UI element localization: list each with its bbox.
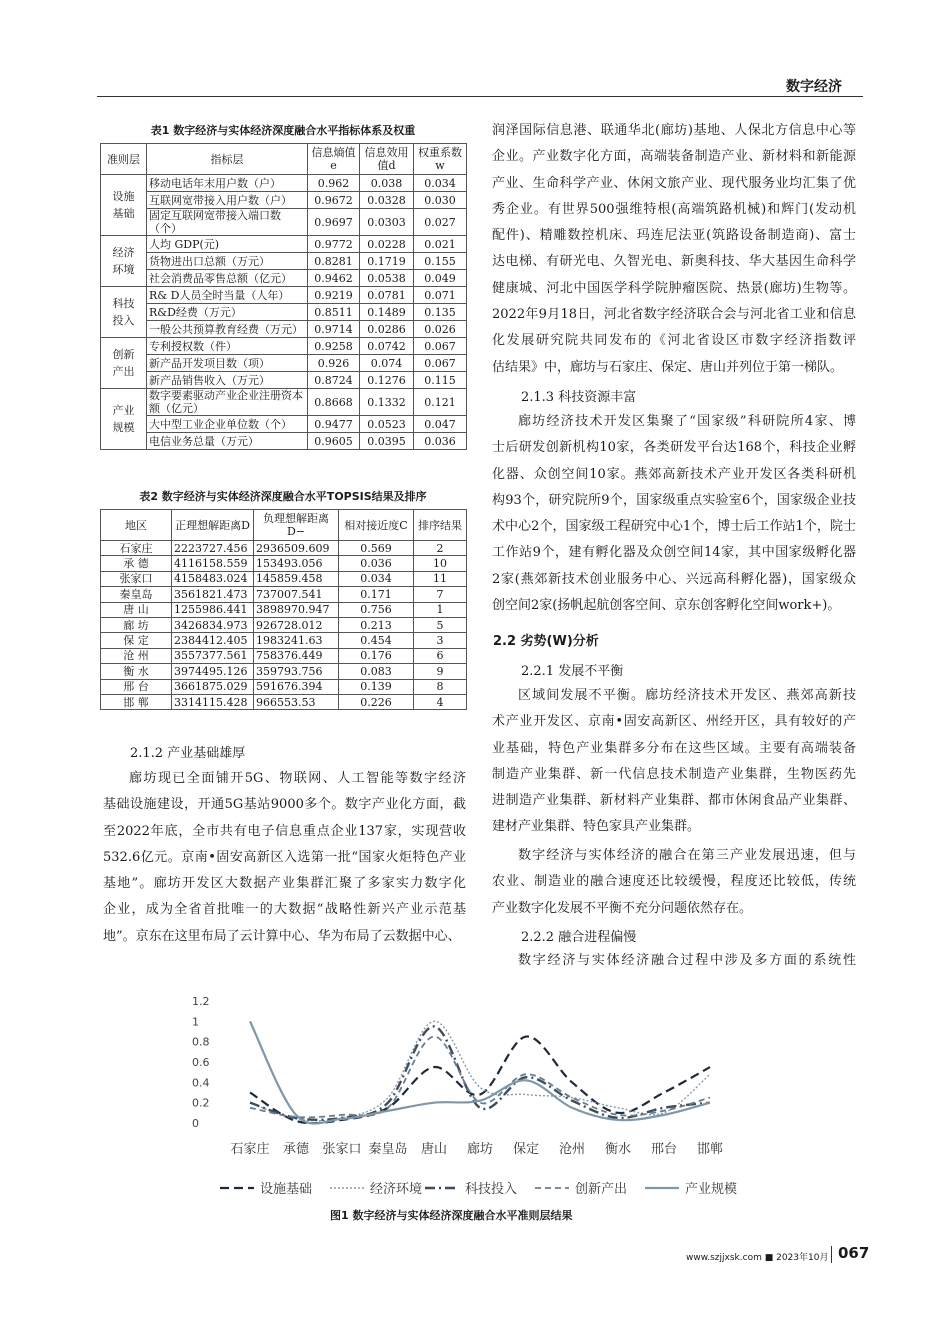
x-tick-label: 石家庄 [230, 1142, 270, 1157]
section-2-2-heading: 2.2 劣势(W)分析 [493, 634, 599, 649]
table-row [101, 571, 467, 586]
text-line: 企业。产业数字化方面，高端装备制造产业、新材料和新能源 [492, 149, 856, 165]
text-line: 廊坊现已全面铺开5G、物联网、人工智能等数字经济 [129, 771, 466, 786]
x-tick-label: 秦皇岛 [368, 1142, 408, 1157]
table1-value-cell: 0.9477 [308, 416, 360, 433]
table-row [101, 287, 467, 304]
table1-caption: 表1 数字经济与实体经济深度融合水平指标体系及权重 [150, 124, 416, 137]
text-line: 企业，成为全省首批唯一的大数据“战略性新兴产业示范基 [103, 902, 466, 918]
table-row [101, 416, 467, 433]
table1-value-cell: 0.9219 [308, 287, 360, 304]
table2-cell: 0.139 [339, 679, 414, 694]
table2-header-cell: 地区 [101, 510, 172, 541]
table2-cell: 2 [414, 541, 467, 556]
table-row [101, 679, 467, 694]
table1-value-cell: 0.9772 [308, 236, 360, 253]
text-line: 产业、生命科学产业、休闲文旅产业、现代服务业均汇集了优 [492, 175, 856, 191]
text-line: 达电梯、有研光电、久智光电、新奥科技、华大基因生命科学 [492, 254, 856, 270]
table2-cell: 保 定 [101, 633, 172, 648]
table-row [101, 633, 467, 648]
text-line: 地”。京东在这里布局了云计算中心、华为布局了云数据中心、 [103, 928, 461, 944]
table1-value-cell: 0.1332 [360, 389, 414, 416]
text-line: 区域间发展不平衡。廊坊经济技术开发区、燕郊高新技 [518, 688, 856, 703]
table1-value-cell: 0.0742 [360, 338, 414, 355]
series-line-5 [250, 1021, 710, 1123]
text-line: 2022年9月18日，河北省数字经济联合会与河北省工业和信息 [492, 307, 856, 323]
x-tick-label: 衡水 [604, 1142, 632, 1157]
subheading-2-1-2: 2.1.2 产业基础雄厚 [130, 746, 246, 761]
table1-value-cell: 0.0228 [360, 236, 414, 253]
legend-label: 设施基础 [260, 1182, 313, 1197]
footer-date: 2023年10月 [776, 1253, 829, 1263]
table1-value-cell: 0.067 [414, 338, 467, 355]
table2-cell: 145859.458 [254, 571, 339, 586]
table1-value-cell: 0.9605 [308, 433, 360, 450]
table2-header-cell: 负理想解距离D− [254, 510, 339, 541]
table2-cell: 4158483.024 [172, 571, 254, 586]
y-tick-label: 1 [192, 1015, 199, 1029]
table2-cell: 0.171 [339, 587, 414, 602]
text-line: 进制造产业集群、新材料产业集群、都市休闲食品产业集群、 [492, 793, 856, 809]
table2-cell: 邯 郸 [101, 694, 172, 709]
table2-cell: 唐 山 [101, 602, 172, 617]
table1-value-cell: 0.1489 [360, 304, 414, 321]
figure1-line-chart [190, 987, 780, 1199]
table2-cell: 6 [414, 648, 467, 663]
table2-cell: 3557377.561 [172, 648, 254, 663]
text-line: 创空间2家(扬帆起航创客空间、京东创客孵化空间work+)。 [492, 598, 841, 614]
table1-indicator-cell: 移动电话年末用户数（户） [147, 175, 308, 192]
table1-value-cell: 0.034 [414, 175, 467, 192]
table1-value-cell: 0.0395 [360, 433, 414, 450]
table1-header-cell: 信息熵值e [308, 144, 360, 175]
y-tick-label: 0.8 [192, 1035, 210, 1049]
table1 [100, 143, 467, 450]
legend-label: 产业规模 [685, 1182, 738, 1197]
table1-indicator-cell: 大中型工业企业单位数（个） [147, 416, 308, 433]
table2-cell: 3426834.973 [172, 617, 254, 632]
text-line: 化器、众创空间10家。燕郊高新技术产业开发区各类科研机 [492, 466, 856, 482]
table1-value-cell: 0.926 [308, 355, 360, 372]
table1-value-cell: 0.0538 [360, 270, 414, 287]
text-line: 构93个，研究院所9个，国家级重点实验室6个，国家级企业技 [492, 492, 856, 508]
text-line: 配件)、精雕数控机床、玛连尼法亚(筑路设备制造商)、富士 [492, 228, 856, 244]
text-line: 士后研发创新机构10家，各类研发平台达168个，科技企业孵 [492, 440, 856, 456]
page-number: 067 [838, 1244, 870, 1262]
paragraph-enterprises [492, 118, 856, 381]
table2-caption: 表2 数字经济与实体经济深度融合水平TOPSIS结果及排序 [139, 490, 427, 503]
text-line: 估结果》中，廊坊与石家庄、保定、唐山并列位于第一梯队。 [492, 359, 844, 375]
footer-bullet: ■ [764, 1253, 774, 1263]
table2-cell: 0.176 [339, 648, 414, 663]
paragraph-tertiary [492, 843, 856, 922]
table1-header-row [101, 144, 467, 175]
table2-cell: 廊 坊 [101, 617, 172, 632]
table2-cell: 5 [414, 617, 467, 632]
table2-cell: 衡 水 [101, 664, 172, 679]
table1-value-cell: 0.8724 [308, 372, 360, 389]
table2-cell: 0.569 [339, 541, 414, 556]
table1-value-cell: 0.9462 [308, 270, 360, 287]
table1-value-cell: 0.8281 [308, 253, 360, 270]
table2-cell: 0.756 [339, 602, 414, 617]
table1-indicator-cell: 数字要素驱动产业企业注册资本额（亿元） [147, 389, 308, 416]
y-tick-label: 0.6 [192, 1056, 210, 1069]
x-tick-label: 沧州 [558, 1142, 586, 1157]
table1-value-cell: 0.021 [414, 236, 467, 253]
table1-header-cell: 权重系数w [414, 144, 467, 175]
table2-cell: 承 德 [101, 556, 172, 571]
footer-site: www.szjjxsk.com [686, 1253, 762, 1263]
table1-criterion-cell: 产业规模 [101, 389, 147, 450]
table1-value-cell: 0.0781 [360, 287, 414, 304]
table2-cell: 秦皇岛 [101, 587, 172, 602]
table1-indicator-cell: 专利授权数（件） [147, 338, 308, 355]
table1-indicator-cell: 新产品销售收入（万元） [147, 372, 308, 389]
table1-value-cell: 0.071 [414, 287, 467, 304]
table1-indicator-cell: R&D经费（万元） [147, 304, 308, 321]
text-line: 秀企业。有世界500强维特根(高端筑路机械)和辉门(发动机 [492, 201, 856, 217]
table2-cell: 153493.056 [254, 556, 339, 571]
text-line: 数字经济与实体经济融合过程中涉及多方面的系统性 [518, 953, 856, 968]
table1-value-cell: 0.121 [414, 389, 467, 416]
x-tick-label: 廊坊 [466, 1142, 494, 1157]
table2-cell: 2936509.609 [254, 541, 339, 556]
table1-indicator-cell: 互联网宽带接入用户数（户） [147, 192, 308, 209]
table2-cell: 4 [414, 694, 467, 709]
table2-cell: 1255986.441 [172, 602, 254, 617]
table1-header-cell: 准则层 [101, 144, 147, 175]
table-row [101, 602, 467, 617]
table1-value-cell: 0.038 [360, 175, 414, 192]
table-row [101, 372, 467, 389]
table2-cell: 张家口 [101, 571, 172, 586]
table1-value-cell: 0.9258 [308, 338, 360, 355]
series-line-4 [250, 1037, 710, 1118]
table1-value-cell: 0.962 [308, 175, 360, 192]
table-row [101, 270, 467, 287]
table2-cell: 0.036 [339, 556, 414, 571]
text-line: 制造产业集群、新一代信息技术制造产业集群，生物医药先 [492, 766, 856, 782]
table2-cell: 11 [414, 571, 467, 586]
table-row [101, 355, 467, 372]
table2-cell: 邢 台 [101, 679, 172, 694]
table1-value-cell: 0.026 [414, 321, 467, 338]
table-row [101, 338, 467, 355]
table2-cell: 3 [414, 633, 467, 648]
table1-value-cell: 0.027 [414, 209, 467, 236]
table1-value-cell: 0.8668 [308, 389, 360, 416]
text-line: 业基础，特色产业集群多分布在这些区域。主要有高端装备 [492, 740, 856, 756]
table1-indicator-cell: 新产品开发项目数（项） [147, 355, 308, 372]
table-row [101, 617, 467, 632]
table-row [101, 389, 467, 416]
x-tick-label: 邢台 [650, 1142, 678, 1157]
table2-cell: 0.083 [339, 664, 414, 679]
table2-cell: 3898970.947 [254, 602, 339, 617]
text-line: 术中心2个，国家级工程研究中心1个，博士后工作站1个，院士 [492, 519, 856, 535]
text-line: 工作站9个，建有孵化器及众创空间14家，其中国家级孵化器 [492, 545, 856, 561]
table1-value-cell: 0.0286 [360, 321, 414, 338]
table2-cell: 石家庄 [101, 541, 172, 556]
table1-value-cell: 0.030 [414, 192, 467, 209]
table1-value-cell: 0.135 [414, 304, 467, 321]
legend-label: 创新产出 [575, 1182, 628, 1197]
text-line: 基础设施建设，开通5G基站9000多个。数字产业化方面，截 [103, 797, 466, 813]
table1-value-cell: 0.047 [414, 416, 467, 433]
table-row [101, 321, 467, 338]
subheading-2-2-2: 2.2.2 融合进程偏慢 [521, 930, 637, 945]
table1-indicator-cell: 固定互联网宽带接入端口数（个） [147, 209, 308, 236]
table1-value-cell: 0.036 [414, 433, 467, 450]
table1-value-cell: 0.049 [414, 270, 467, 287]
table1-value-cell: 0.9714 [308, 321, 360, 338]
table2-cell: 591676.394 [254, 679, 339, 694]
table-row [101, 664, 467, 679]
table1-value-cell: 0.0523 [360, 416, 414, 433]
y-tick-label: 0.4 [192, 1076, 210, 1090]
table2-cell: 沧 州 [101, 648, 172, 663]
table2-cell: 926728.012 [254, 617, 339, 632]
table2-cell: 2223727.456 [172, 541, 254, 556]
text-line: 产业数字化发展不平衡不充分问题依然存在。 [492, 900, 753, 916]
table1-value-cell: 0.0303 [360, 209, 414, 236]
y-tick-label: 0.2 [192, 1096, 210, 1110]
series-line-3 [250, 1026, 710, 1119]
table2 [100, 509, 467, 710]
legend-label: 经济环境 [370, 1182, 423, 1197]
paragraph-imbalance [492, 683, 856, 841]
text-line: 基地”。廊坊开发区大数据产业集群汇聚了多家实力数字化 [103, 876, 466, 892]
table2-cell: 0.213 [339, 617, 414, 632]
text-line: 润泽国际信息港、联通华北(廊坊)基地、人保北方信息中心等 [492, 123, 856, 138]
table2-cell: 9 [414, 664, 467, 679]
table-row [101, 236, 467, 253]
text-line: 术产业开发区、京南•固安高新区、州经开区，具有较好的产 [492, 714, 856, 730]
table2-cell: 1983241.63 [254, 633, 339, 648]
table1-value-cell: 0.115 [414, 372, 467, 389]
table2-cell: 7 [414, 587, 467, 602]
table1-indicator-cell: 电信业务总量（万元） [147, 433, 308, 450]
table1-value-cell: 0.1719 [360, 253, 414, 270]
table1-value-cell: 0.1276 [360, 372, 414, 389]
table1-criterion-cell: 科技投入 [101, 287, 147, 338]
text-line: 数字经济与实体经济的融合在第三产业发展迅速，但与 [518, 848, 856, 863]
table1-value-cell: 0.074 [360, 355, 414, 372]
table2-cell: 359793.756 [254, 664, 339, 679]
table1-indicator-cell: 社会消费品零售总额（亿元） [147, 270, 308, 287]
text-line: 至2022年底，全市共有电子信息重点企业137家，实现营收 [103, 823, 466, 839]
x-tick-label: 唐山 [420, 1142, 448, 1157]
table-row [101, 304, 467, 321]
figure1-caption: 图1 数字经济与实体经济深度融合水平准则层结果 [330, 1209, 573, 1222]
subheading-2-1-3: 2.1.3 科技资源丰富 [521, 390, 637, 405]
table2-header-row [101, 510, 467, 541]
table2-cell: 1 [414, 602, 467, 617]
table1-value-cell: 0.0328 [360, 192, 414, 209]
text-line: 廊坊经济技术开发区集聚了“国家级”科研院所4家、博 [518, 414, 856, 429]
table2-cell: 3974495.126 [172, 664, 254, 679]
x-tick-label: 保定 [512, 1142, 540, 1157]
table1-value-cell: 0.155 [414, 253, 467, 270]
series-line-1 [250, 1036, 710, 1123]
y-tick-label: 1.2 [192, 995, 210, 1008]
table1-header-cell: 指标层 [147, 144, 308, 175]
footer-info [686, 1250, 828, 1263]
table2-cell: 8 [414, 679, 467, 694]
table1-criterion-cell: 经济环境 [101, 236, 147, 287]
table2-cell: 10 [414, 556, 467, 571]
legend-label: 科技投入 [465, 1182, 518, 1197]
table-row [101, 556, 467, 571]
x-tick-label: 承德 [282, 1142, 310, 1157]
table1-value-cell: 0.9672 [308, 192, 360, 209]
text-line: 建材产业集群、特色家具产业集群。 [492, 819, 701, 835]
table1-header-cell: 信息效用值d [360, 144, 414, 175]
text-line: 化发展研究院共同发布的《河北省设区市数字经济指数评 [492, 333, 856, 349]
x-tick-label: 邯郸 [696, 1142, 724, 1157]
table-row [101, 694, 467, 709]
text-line: 532.6亿元。京南•固安高新区入选第一批“国家火炬特色产业 [103, 849, 466, 865]
text-line: 健康城、河北中国医学科学院肿瘤医院、热景(廊坊)生物等。 [492, 280, 856, 296]
table-row [101, 175, 467, 192]
table2-cell: 0.454 [339, 633, 414, 648]
table2-header-cell: 相对接近度C [339, 510, 414, 541]
table1-indicator-cell: 一般公共预算教育经费（万元） [147, 321, 308, 338]
x-tick-label: 张家口 [322, 1142, 362, 1157]
table2-cell: 3661875.029 [172, 679, 254, 694]
table1-value-cell: 0.8511 [308, 304, 360, 321]
table1-indicator-cell: 货物进出口总额（万元） [147, 253, 308, 270]
text-line: 农业、制造业的融合速度还比较缓慢，程度还比较低，传统 [492, 874, 856, 890]
table1-criterion-cell: 创新产出 [101, 338, 147, 389]
header-rule [97, 96, 863, 97]
y-tick-label: 0 [192, 1117, 199, 1130]
table2-header-cell: 排序结果 [414, 510, 467, 541]
table1-indicator-cell: 人均 GDP(元) [147, 236, 308, 253]
table2-cell: 3314115.428 [172, 694, 254, 709]
table2-cell: 3561821.473 [172, 587, 254, 602]
table1-indicator-cell: R& D人员全时当量（人年） [147, 287, 308, 304]
paragraph-industry-base [103, 766, 466, 950]
series-line-2 [250, 1021, 710, 1120]
text-line: 2家(燕郊新技术创业服务中心、兴远高科孵化器)，国家级众 [492, 571, 856, 587]
table2-cell: 966553.53 [254, 694, 339, 709]
footer-separator [831, 1246, 832, 1263]
table1-criterion-cell: 设施基础 [101, 175, 147, 236]
table-row [101, 648, 467, 663]
section-header: 数字经济 [786, 79, 842, 95]
table-row [101, 253, 467, 270]
table-row [101, 209, 467, 236]
table-row [101, 433, 467, 450]
table2-cell: 0.226 [339, 694, 414, 709]
table2-cell: 0.034 [339, 571, 414, 586]
table2-cell: 758376.449 [254, 648, 339, 663]
table-row [101, 192, 467, 209]
table-row [101, 541, 467, 556]
table2-cell: 737007.541 [254, 587, 339, 602]
table2-cell: 4116158.559 [172, 556, 254, 571]
table2-header-cell: 正理想解距离D [172, 510, 254, 541]
table-row [101, 587, 467, 602]
paragraph-tech-resources [492, 409, 856, 619]
table1-value-cell: 0.067 [414, 355, 467, 372]
table2-cell: 2384412.405 [172, 633, 254, 648]
paragraph-slow-integration [492, 948, 856, 974]
subheading-2-2-1: 2.2.1 发展不平衡 [521, 664, 624, 679]
table1-value-cell: 0.9697 [308, 209, 360, 236]
